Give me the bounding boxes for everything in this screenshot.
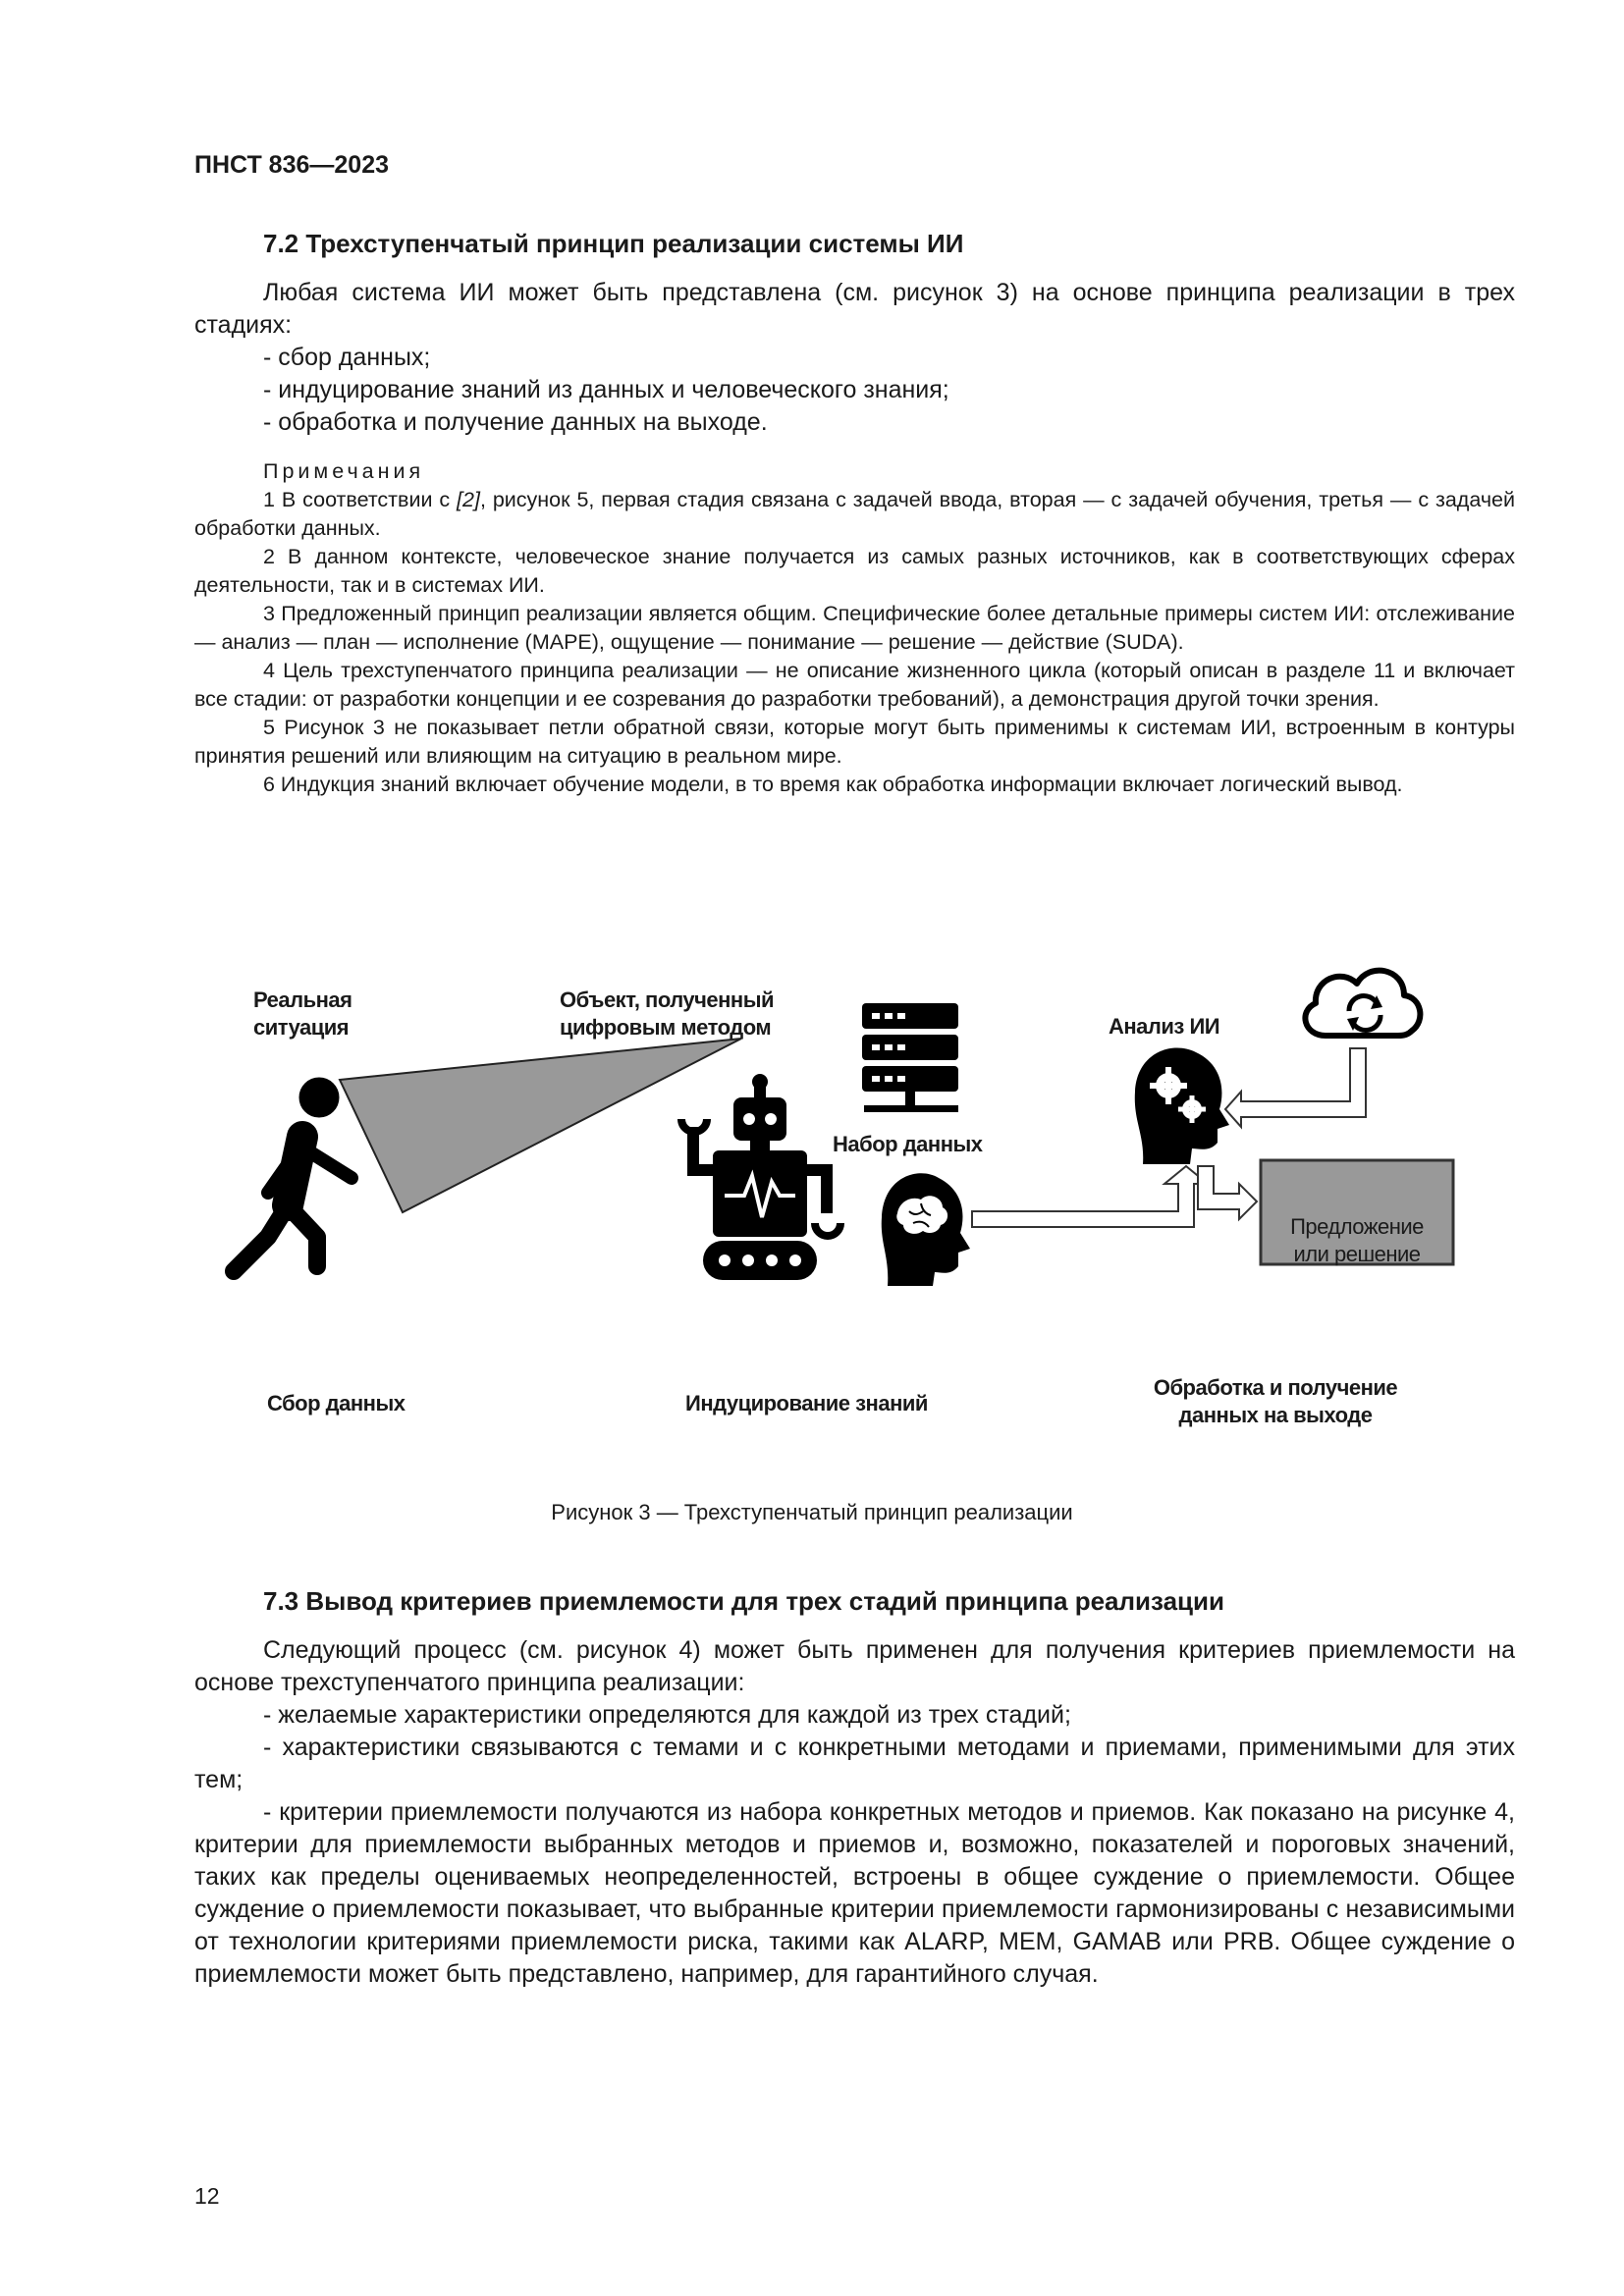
section-7-2-intro: Любая система ИИ может быть представлена (см. рисунок 3) на основе принципа реализации в трех стадиях: <box>194 279 1515 339</box>
label-dataset: Набор данных <box>833 1132 983 1156</box>
label-stage-collect: Сбор данных <box>267 1391 406 1415</box>
note-4: 4 Цель трехступенчатого принципа реализации — не описание жизненного цикла (который описан в разделе 11 и включает все стадии: от разработки концепции и ее созревания до разработки требований), а демонстрация другой точки зрения. <box>194 659 1515 711</box>
ai-analysis-head-icon <box>1135 1048 1229 1164</box>
notes-block <box>194 457 1515 799</box>
note-1: 1 В соответствии с [2], рисунок 5, первая стадия связана с задачей ввода, вторая — с задачей обучения, третья — с задачей обработки данных. <box>194 488 1515 540</box>
section-7-3-intro: Следующий процесс (см. рисунок 4) может быть применен для получения критериев приемлемости на основе трехступенчатого принципа реализации: <box>194 1636 1515 1696</box>
list-item: - обработка и получение данных на выходе. <box>263 408 768 436</box>
cloud-sync-icon <box>1305 971 1420 1036</box>
server-icon <box>862 1003 958 1112</box>
arrow-analysis-to-proposal <box>1198 1166 1257 1219</box>
figure-3-caption: Рисунок 3 — Трехступенчатый принцип реализации <box>551 1500 1073 1524</box>
section-7-2-heading: 7.2 Трехступенчатый принцип реализации системы ИИ <box>263 229 964 258</box>
section-7-3-heading: 7.3 Вывод критериев приемлемости для трех стадий принципа реализации <box>263 1586 1224 1616</box>
note-5: 5 Рисунок 3 не показывает петли обратной связи, которые могут быть применимы к системам ИИ, встроенным в контуры принятия решений или влияющим на ситуацию в реальном мире. <box>194 716 1515 768</box>
list-item: - индуцирование знаний из данных и человеческого знания; <box>263 376 949 403</box>
citation-reference: [2] <box>457 488 480 511</box>
robot-icon <box>681 1074 840 1280</box>
list-item: - желаемые характеристики определяются для каждой из трех стадий; <box>263 1701 1071 1729</box>
label-ai-analysis: Анализ ИИ <box>1109 1014 1220 1039</box>
note-3: 3 Предложенный принцип реализации является общим. Специфические более детальные примеры систем ИИ: отслеживание — анализ — план — исполнение (MAPE), ощущение — понимание — решение — действие (SUDA). <box>194 602 1515 654</box>
arrow-cloud-to-analysis <box>1225 1048 1366 1127</box>
brain-head-icon <box>882 1173 970 1286</box>
list-item: - критерии приемлемости получаются из набора конкретных методов и приемов. Как показано на рисунке 4, критерии для приемлемости выбранных методов и приемов и, возможно, показателей и пороговых значений, таких как пределы оцениваемых неопределенностей, встроены в общее суждение о приемлемости. Общее суждение о приемлемости показывает, что выбранные критерии приемлемости гармонизированы с независимыми от технологии критериями приемлемости риска, такими как ALARP, MEM, GAMAB или PRB. Общее суждение о приемлемости может быть представлено, например, для гарантийного случая. <box>194 1798 1515 1988</box>
figure-3 <box>194 942 1515 1453</box>
list-item: - характеристики связываются с темами и с конкретными методами и приемами, применимыми для этих тем; <box>194 1734 1515 1793</box>
document-code-header: ПНСТ 836—2023 <box>194 151 389 179</box>
note-6: 6 Индукция знаний включает обучение модели, в то время как обработка информации включает логический вывод. <box>263 773 1403 796</box>
label-stage-process: Обработка и получение данных на выходе <box>1153 1375 1398 1427</box>
label-stage-induce: Индуцирование знаний <box>685 1391 928 1415</box>
list-item: - сбор данных; <box>263 344 431 371</box>
note-2: 2 В данном контексте, человеческое знание получается из самых разных источников, как в соответствующих сферах деятельности, так и в системах ИИ. <box>194 545 1515 597</box>
page-number: 12 <box>194 2183 220 2209</box>
notes-title: Примечания <box>263 459 425 483</box>
label-real-situation: Реальная ситуация <box>253 988 352 1040</box>
label-digital-object: Объект, полученный цифровым методом <box>560 988 775 1040</box>
label-proposal: Предложение или решение <box>1290 1214 1424 1266</box>
arrow-knowledge-to-analysis <box>972 1166 1208 1227</box>
walking-person-icon <box>234 1078 352 1271</box>
